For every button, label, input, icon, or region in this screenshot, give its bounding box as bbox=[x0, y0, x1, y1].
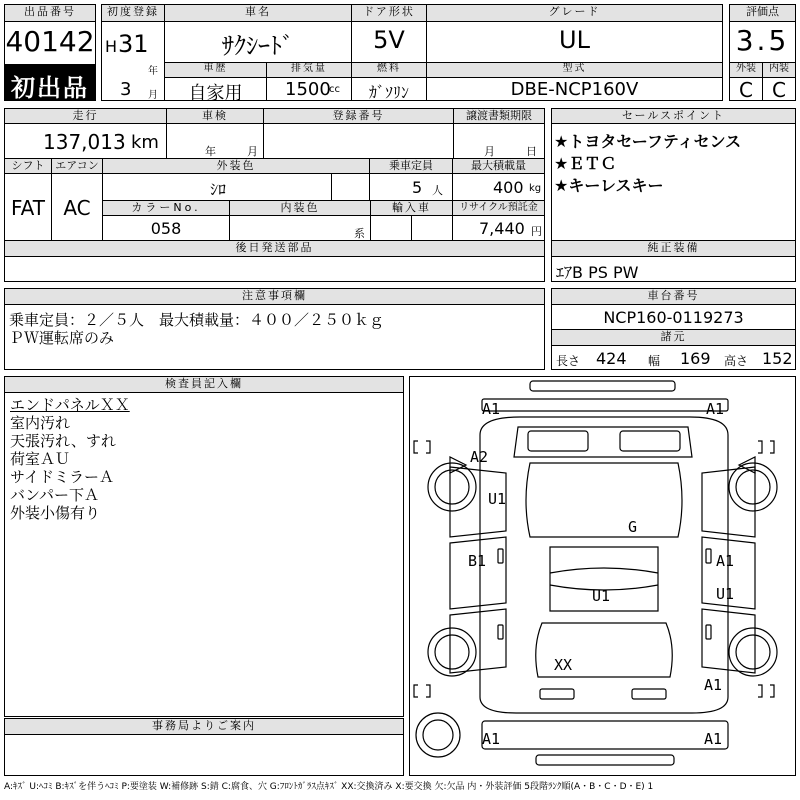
inspector-note: 天張汚れ、すれ bbox=[10, 432, 116, 450]
office-box bbox=[4, 734, 404, 776]
door-cell bbox=[351, 21, 427, 63]
height-label: 高さ bbox=[724, 354, 749, 368]
car-name-label: 車名 bbox=[164, 4, 352, 22]
inspector-note: バンパー下Ａ bbox=[10, 486, 99, 504]
import-label: 輸入車 bbox=[370, 200, 453, 216]
equipment-cell bbox=[551, 256, 796, 282]
first-registration-cell bbox=[101, 21, 165, 101]
history: 自家用 bbox=[188, 83, 243, 104]
exterior-label: 外装 bbox=[729, 62, 763, 78]
damage-mark: B1 bbox=[468, 552, 487, 570]
damage-mark: A1 bbox=[704, 676, 723, 694]
dims-label: 諸元 bbox=[551, 329, 796, 346]
fuel: ｶﾞｿﾘﾝ bbox=[368, 83, 409, 102]
transfer-label: 譲渡書類期限 bbox=[453, 108, 545, 124]
sales-point: ★ＥＴＣ bbox=[554, 154, 617, 173]
displacement-label: 排気量 bbox=[266, 62, 352, 78]
damage-mark: A1 bbox=[482, 730, 501, 748]
history-cell bbox=[164, 77, 267, 104]
mileage-label: 走行 bbox=[4, 108, 167, 124]
caution-line: ＰＷ運転席のみ bbox=[9, 329, 115, 347]
color-label: 外装色 bbox=[102, 158, 370, 174]
ac: AC bbox=[63, 196, 91, 220]
inspector-note: 室内汚れ bbox=[10, 414, 71, 432]
registration-year: 31 bbox=[118, 30, 149, 58]
chassis-label: 車台番号 bbox=[551, 288, 796, 305]
model-code: DBE-NCP160V bbox=[510, 79, 639, 100]
car-diagram bbox=[410, 377, 795, 775]
score-label: 評価点 bbox=[729, 4, 796, 22]
interior-cell bbox=[762, 77, 796, 101]
capacity-cell bbox=[369, 173, 453, 201]
score-cell bbox=[729, 21, 796, 63]
color-no: 058 bbox=[150, 219, 182, 238]
load-label: 最大積載量 bbox=[452, 158, 545, 174]
later-parts-cell bbox=[4, 256, 545, 282]
damage-mark: A2 bbox=[470, 448, 489, 466]
displacement-cell bbox=[266, 77, 352, 101]
height: 152 bbox=[762, 349, 793, 368]
equipment: ｴｱB PS PW bbox=[556, 263, 639, 282]
transfer-month-unit: 月 bbox=[484, 145, 495, 158]
sales-points-box bbox=[551, 123, 796, 241]
equipment-label: 純正装備 bbox=[551, 240, 796, 257]
lot-label: 出品番号 bbox=[4, 4, 96, 22]
history-label: 車歴 bbox=[164, 62, 267, 78]
width: 169 bbox=[680, 349, 711, 368]
load-cell bbox=[452, 173, 545, 201]
inspection-label: 車検 bbox=[166, 108, 264, 124]
interior-label: 内装 bbox=[762, 62, 796, 78]
damage-mark: U1 bbox=[716, 585, 735, 603]
caution-label: 注意事項欄 bbox=[4, 288, 545, 305]
caution-line: 乗車定員：２／５人 最大積載量：４００／２５０ｋｇ bbox=[9, 311, 385, 329]
sales-point: ★キーレスキー bbox=[554, 176, 664, 195]
color-no-cell bbox=[102, 215, 230, 241]
width-label: 幅 bbox=[648, 354, 661, 368]
int-color-unit: 系 bbox=[354, 227, 365, 240]
exterior-cell bbox=[729, 77, 763, 101]
mileage-cell bbox=[4, 123, 167, 159]
color-no-label: カラーNo. bbox=[102, 200, 230, 216]
sales-point: ★トヨタセーフティセンス bbox=[554, 132, 742, 151]
recycle-unit: 円 bbox=[531, 225, 542, 238]
km-unit: km bbox=[131, 132, 159, 153]
transfer-day-unit: 日 bbox=[526, 145, 537, 158]
mileage: 137,013 bbox=[43, 130, 126, 154]
grade: UL bbox=[559, 26, 590, 54]
color-cell bbox=[102, 173, 370, 201]
damage-mark: A1 bbox=[704, 730, 723, 748]
grade-label: グレード bbox=[426, 4, 723, 22]
length-label: 長さ bbox=[556, 354, 581, 368]
ac-cell bbox=[51, 173, 103, 241]
interior-grade: C bbox=[772, 78, 786, 102]
damage-mark: U1 bbox=[488, 490, 507, 508]
fuel-cell bbox=[351, 77, 427, 101]
import-cell bbox=[370, 215, 453, 241]
body-color: ｼﾛ bbox=[209, 180, 226, 199]
shift: FAT bbox=[10, 196, 45, 220]
insp-month-unit: 月 bbox=[247, 145, 258, 158]
model-label: 型式 bbox=[426, 62, 723, 78]
car-diagram-frame bbox=[409, 376, 796, 776]
car-name-cell bbox=[164, 21, 352, 63]
damage-mark: U1 bbox=[592, 587, 611, 605]
shift-cell bbox=[4, 173, 52, 241]
inspector-note: サイドミラーＡ bbox=[10, 468, 114, 486]
inspector-note: エンドパネルＸＸ bbox=[10, 396, 130, 414]
first-listing-badge bbox=[4, 64, 96, 101]
damage-mark: A1 bbox=[482, 400, 501, 418]
plate-label: 登録番号 bbox=[263, 108, 454, 124]
month-unit: 月 bbox=[148, 90, 158, 101]
capacity: 5 bbox=[412, 178, 423, 197]
exterior-grade: C bbox=[739, 78, 753, 102]
plate-cell bbox=[263, 123, 454, 159]
damage-mark: XX bbox=[554, 656, 573, 674]
load-unit: kg bbox=[529, 183, 542, 194]
damage-mark: A1 bbox=[716, 552, 735, 570]
first-listing-text: 初出品 bbox=[11, 74, 89, 102]
displacement: 1500 bbox=[285, 79, 331, 100]
damage-legend: A:ｷｽﾞ U:ﾍｺﾐ B:ｷｽﾞを伴うﾍｺﾐ P:要塗装 W:補修跡 S:錆 C:腐食、穴 G:ﾌﾛﾝﾄｶﾞﾗｽ点ｷｽﾞ XX:交換済み X:要交換 欠:欠品 内・外装評価 5段階ﾗﾝｸ順(A・B・C・D・E) 1 bbox=[4, 782, 654, 792]
inspector-box bbox=[4, 392, 404, 717]
int-color-cell bbox=[229, 215, 371, 241]
lot-number: 40142 bbox=[5, 25, 95, 58]
damage-mark: A1 bbox=[706, 400, 725, 418]
inspector-note: 荷室ＡＵ bbox=[10, 450, 71, 468]
fuel-label: 燃料 bbox=[351, 62, 427, 78]
door-type: 5V bbox=[373, 26, 405, 54]
shift-label: シフト bbox=[4, 158, 52, 174]
lot-number-cell bbox=[4, 21, 96, 65]
cc-unit: cc bbox=[329, 84, 340, 95]
inspector-note: 外装小傷有り bbox=[10, 504, 101, 522]
office-label: 事務局よりご案内 bbox=[4, 718, 404, 735]
recycle-fee: 7,440 bbox=[479, 219, 525, 238]
transfer-cell bbox=[453, 123, 545, 159]
recycle-cell bbox=[452, 215, 545, 241]
year-unit: 年 bbox=[148, 66, 158, 77]
damage-mark: G bbox=[628, 518, 638, 536]
door-label: ドア形状 bbox=[351, 4, 427, 22]
registration-month: 3 bbox=[120, 79, 132, 100]
inspector-label: 検査員記入欄 bbox=[4, 376, 404, 393]
insp-year-unit: 年 bbox=[205, 145, 216, 158]
chassis-cell bbox=[551, 304, 796, 330]
car-name: ｻｸｼｰﾄﾞ bbox=[222, 32, 294, 60]
dims-cell bbox=[551, 345, 796, 370]
max-load: 400 bbox=[493, 178, 524, 197]
chassis-number: NCP160-0119273 bbox=[603, 308, 744, 327]
era: H bbox=[105, 37, 118, 56]
score: 3.5 bbox=[735, 24, 790, 57]
grade-cell bbox=[426, 21, 723, 63]
sales-points-label: セールスポイント bbox=[551, 108, 796, 124]
ac-label: エアコン bbox=[51, 158, 103, 174]
capacity-unit: 人 bbox=[432, 184, 443, 197]
inspection-cell bbox=[166, 123, 264, 159]
first-registration-label: 初度登録 bbox=[101, 4, 165, 22]
length: 424 bbox=[596, 349, 627, 368]
int-color-label: 内装色 bbox=[229, 200, 371, 216]
model-cell bbox=[426, 77, 723, 101]
caution-box bbox=[4, 304, 545, 370]
capacity-label: 乗車定員 bbox=[369, 158, 453, 174]
later-parts-label: 後日発送部品 bbox=[4, 240, 545, 257]
recycle-label: リサイクル預託金 bbox=[452, 200, 545, 216]
